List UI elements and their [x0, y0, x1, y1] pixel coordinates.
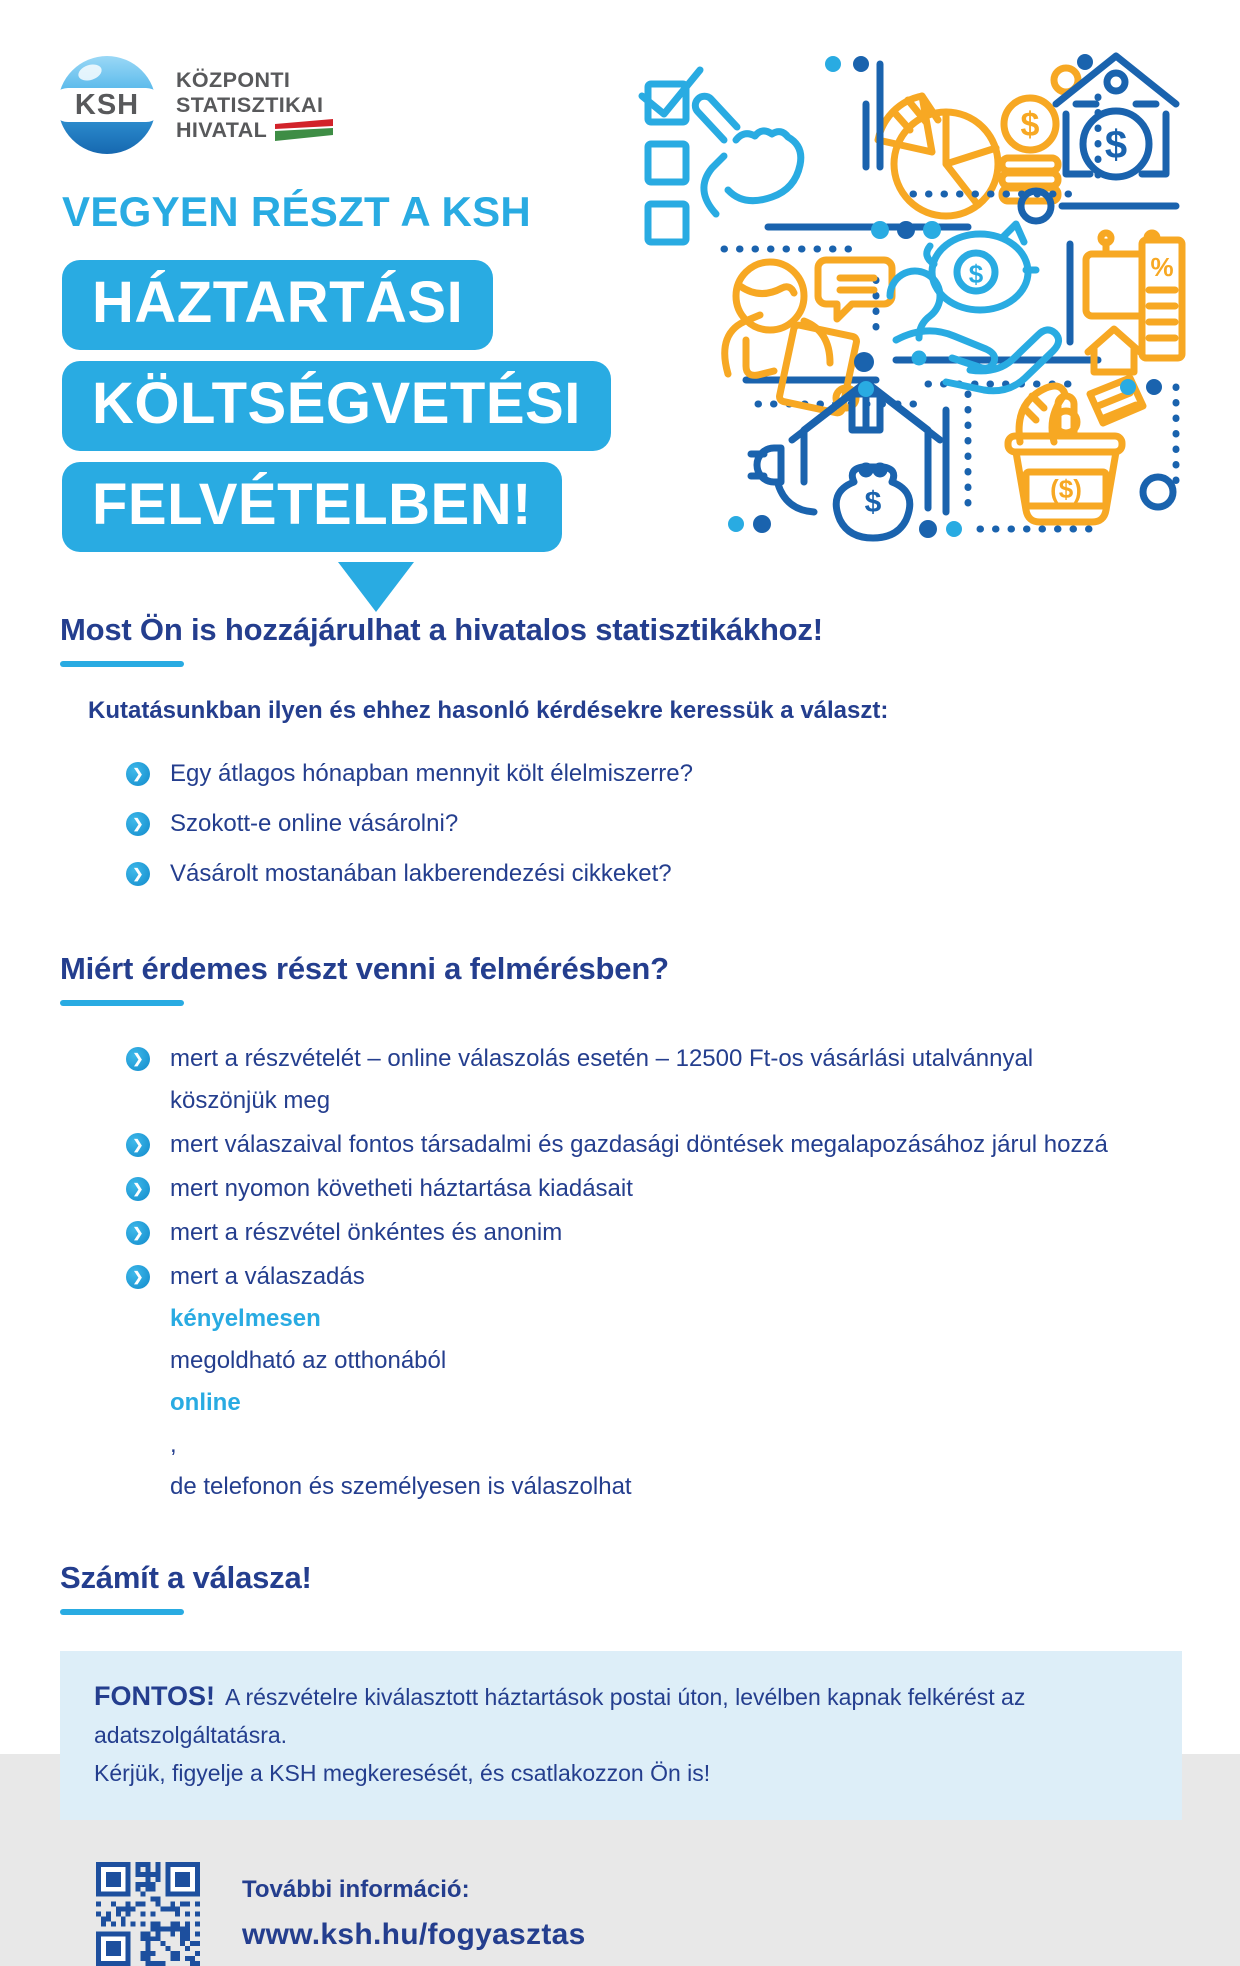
why-section [60, 951, 1182, 1508]
chevron-bullet-icon: ❯ [126, 1133, 150, 1157]
piggy-bank-icon [896, 224, 1059, 391]
checklist-icon [642, 70, 801, 242]
hero-block-koltsegvetesi: KÖLTSÉGVETÉSI [62, 361, 611, 451]
ksh-monogram [51, 88, 163, 122]
ksh-logo [58, 56, 333, 154]
speech-bubble-tail [338, 562, 414, 612]
important-notice [60, 1651, 1182, 1820]
intro-title: Most Ön is hozzájárulhat a hivatalos statisztikákhoz! [60, 612, 823, 647]
qr-code-icon [96, 1862, 200, 1966]
title-underline [60, 1000, 184, 1006]
grocery-basket-icon [1008, 378, 1143, 522]
notice-text-line2: Kérjük, figyelje a KSH megkeresését, és csatlakozzon Ön is! [94, 1760, 711, 1786]
why-title: Miért érdemes részt venni a felmérésben? [60, 951, 669, 986]
notice-text-line1: A részvételre kiválasztott háztartások postai úton, levélben kapnak felkérést az adatszolgáltatásra. [94, 1684, 1026, 1748]
bullet-text: Szokott-e online vásárolni? [170, 810, 459, 837]
bullet-text: mert a válaszadás kényelmesen megoldható az otthonából online , de telefonon és személyesen is válaszolhat [170, 1263, 632, 1500]
chevron-bullet-icon: ❯ [126, 1047, 150, 1071]
chevron-bullet-icon: ❯ [126, 1221, 150, 1245]
list-item [126, 1168, 1182, 1210]
bullet-text: mert a részvétel önkéntes és anonim [170, 1219, 563, 1246]
bullet-text: mert nyomon követheti háztartása kiadásait [170, 1175, 633, 1202]
org-name-line3: HIVATAL [176, 117, 268, 142]
svg-text:$: $ [864, 486, 882, 519]
list-item [126, 1256, 1182, 1508]
title-underline [60, 661, 184, 667]
chevron-bullet-icon: ❯ [126, 812, 150, 836]
chevron-bullet-icon: ❯ [126, 1265, 150, 1289]
list-item [126, 1124, 1182, 1166]
closing-title: Számít a válasza! [60, 1560, 312, 1595]
survey-illustration [628, 42, 1185, 536]
bullet-text: mert válaszaival fontos társadalmi és gazdasági döntések megalapozásához járul hozzá [170, 1131, 1108, 1158]
info-label: További információ: [242, 1876, 470, 1903]
org-name-line2: STATISZTIKAI [176, 92, 324, 117]
org-name-line1: KÖZPONTI [176, 67, 291, 92]
svg-text:($): ($) [1050, 474, 1082, 504]
list-item [126, 1212, 1182, 1254]
svg-text:$: $ [1020, 106, 1040, 144]
main-content [60, 612, 1182, 1966]
title-underline [60, 1609, 184, 1615]
highlight-kenyelmesen: kényelmesen [170, 1305, 321, 1332]
hero-block-felvetelben: FELVÉTELBEN! [62, 462, 562, 552]
list-item [126, 757, 1182, 791]
chevron-bullet-icon: ❯ [126, 862, 150, 886]
svg-text:$: $ [1104, 123, 1128, 167]
footer [96, 1862, 1182, 1966]
hero [62, 188, 611, 612]
why-bullet-list [60, 1038, 1182, 1508]
ksh-globe-icon [58, 56, 156, 154]
ksh-url-link[interactable]: www.ksh.hu/fogyasztas [242, 1918, 586, 1951]
ksh-monogram-text: KSH [74, 88, 140, 121]
list-item [126, 1038, 1182, 1122]
list-item [126, 857, 1182, 891]
intro-bullet-list [60, 757, 1182, 891]
chevron-bullet-icon: ❯ [126, 762, 150, 786]
footer-info [242, 1876, 586, 1952]
closing-section [60, 1560, 1182, 1615]
highlight-online: online [170, 1389, 241, 1416]
svg-text:$: $ [968, 259, 984, 289]
bullet-text: Egy átlagos hónapban mennyit költ élelmiszerre? [170, 760, 693, 787]
bullet-text: Vásárolt mostanában lakberendezési cikkeket? [170, 860, 672, 887]
hero-kicker: VEGYEN RÉSZT A KSH [62, 188, 532, 235]
intro-subtitle: Kutatásunkban ilyen és ehhez hasonló kérdésekre keressük a választ: [88, 697, 889, 724]
notice-label: FONTOS! [94, 1681, 215, 1711]
hero-block-haztartasi: HÁZTARTÁSI [62, 260, 493, 350]
bullet-text: mert a részvételét – online válaszolás esetén – 12500 Ft-os vásárlási utalvánnyal köszönjük meg [170, 1045, 1034, 1114]
list-item [126, 807, 1182, 841]
calendar-receipt-icon [1086, 233, 1182, 372]
hungarian-flag-arrow-icon [275, 119, 333, 141]
chevron-bullet-icon: ❯ [126, 1177, 150, 1201]
svg-text:%: % [1150, 252, 1174, 282]
org-name [176, 68, 333, 143]
